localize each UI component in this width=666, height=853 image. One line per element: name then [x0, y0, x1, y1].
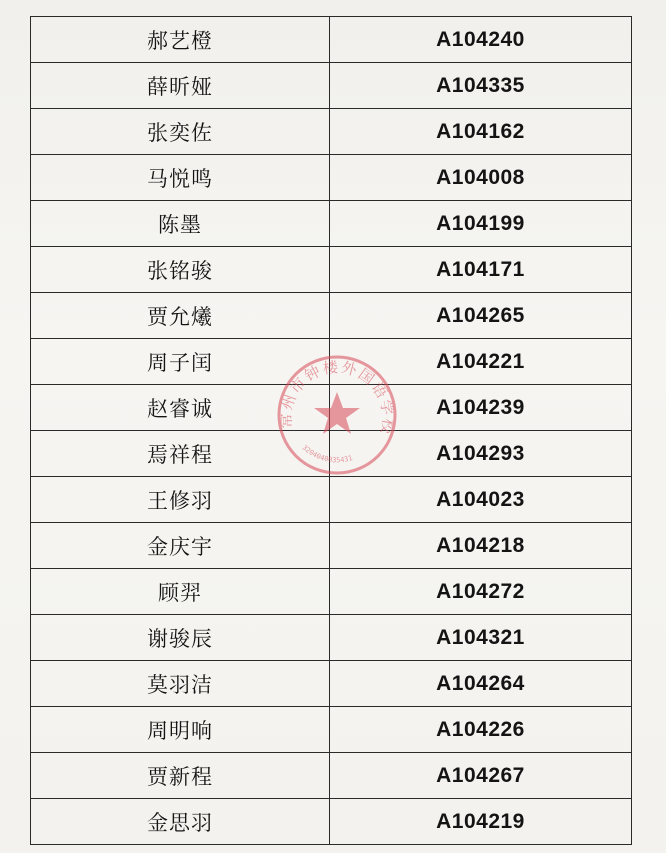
student-name-cell: 谢骏辰 — [31, 615, 330, 661]
student-id-cell: A104199 — [330, 201, 632, 247]
student-name-cell: 顾羿 — [31, 569, 330, 615]
table-row — [31, 385, 632, 431]
roster-body — [31, 17, 632, 845]
student-id-cell: A104226 — [330, 707, 632, 753]
table-row — [31, 247, 632, 293]
table-row — [31, 201, 632, 247]
student-id-cell: A104265 — [330, 293, 632, 339]
student-name-cell: 张奕佐 — [31, 109, 330, 155]
student-id-cell: A104218 — [330, 523, 632, 569]
student-id-cell: A104335 — [330, 63, 632, 109]
table-row — [31, 523, 632, 569]
student-id-cell: A104171 — [330, 247, 632, 293]
student-id-cell: A104162 — [330, 109, 632, 155]
student-name-cell: 马悦鸣 — [31, 155, 330, 201]
student-name-cell: 陈墨 — [31, 201, 330, 247]
student-name-cell: 贾新程 — [31, 753, 330, 799]
student-id-cell: A104272 — [330, 569, 632, 615]
seal-text: 常州市钟楼外国语学校 — [276, 357, 398, 438]
table-row — [31, 753, 632, 799]
student-name-cell: 周明响 — [31, 707, 330, 753]
table-row — [31, 477, 632, 523]
student-id-cell: A104321 — [330, 615, 632, 661]
student-name-cell: 金庆宇 — [31, 523, 330, 569]
student-name-cell: 周子闰 — [31, 339, 330, 385]
table-row — [31, 569, 632, 615]
student-roster-table — [30, 16, 632, 845]
table-row — [31, 109, 632, 155]
student-name-cell: 郝艺橙 — [31, 17, 330, 63]
table-row — [31, 63, 632, 109]
student-id-cell: A104221 — [330, 339, 632, 385]
student-id-cell: A104267 — [330, 753, 632, 799]
student-name-cell: 赵睿诚 — [31, 385, 330, 431]
table-row — [31, 799, 632, 845]
seal-number: 3204040035431 — [300, 443, 354, 465]
student-name-cell: 薛昕娅 — [31, 63, 330, 109]
table-row — [31, 707, 632, 753]
table-row — [31, 615, 632, 661]
student-id-cell: A104219 — [330, 799, 632, 845]
table-row — [31, 293, 632, 339]
table-row — [31, 431, 632, 477]
table-row — [31, 155, 632, 201]
student-id-cell: A104239 — [330, 385, 632, 431]
student-id-cell: A104264 — [330, 661, 632, 707]
table-row — [31, 339, 632, 385]
student-id-cell: A104008 — [330, 155, 632, 201]
student-name-cell: 王修羽 — [31, 477, 330, 523]
student-id-cell: A104240 — [330, 17, 632, 63]
student-id-cell: A104293 — [330, 431, 632, 477]
student-name-cell: 张铭骏 — [31, 247, 330, 293]
student-name-cell: 贾允爔 — [31, 293, 330, 339]
table-row — [31, 661, 632, 707]
student-name-cell: 金思羽 — [31, 799, 330, 845]
student-name-cell: 莫羽洁 — [31, 661, 330, 707]
student-name-cell: 焉祥程 — [31, 431, 330, 477]
student-id-cell: A104023 — [330, 477, 632, 523]
table-row — [31, 17, 632, 63]
